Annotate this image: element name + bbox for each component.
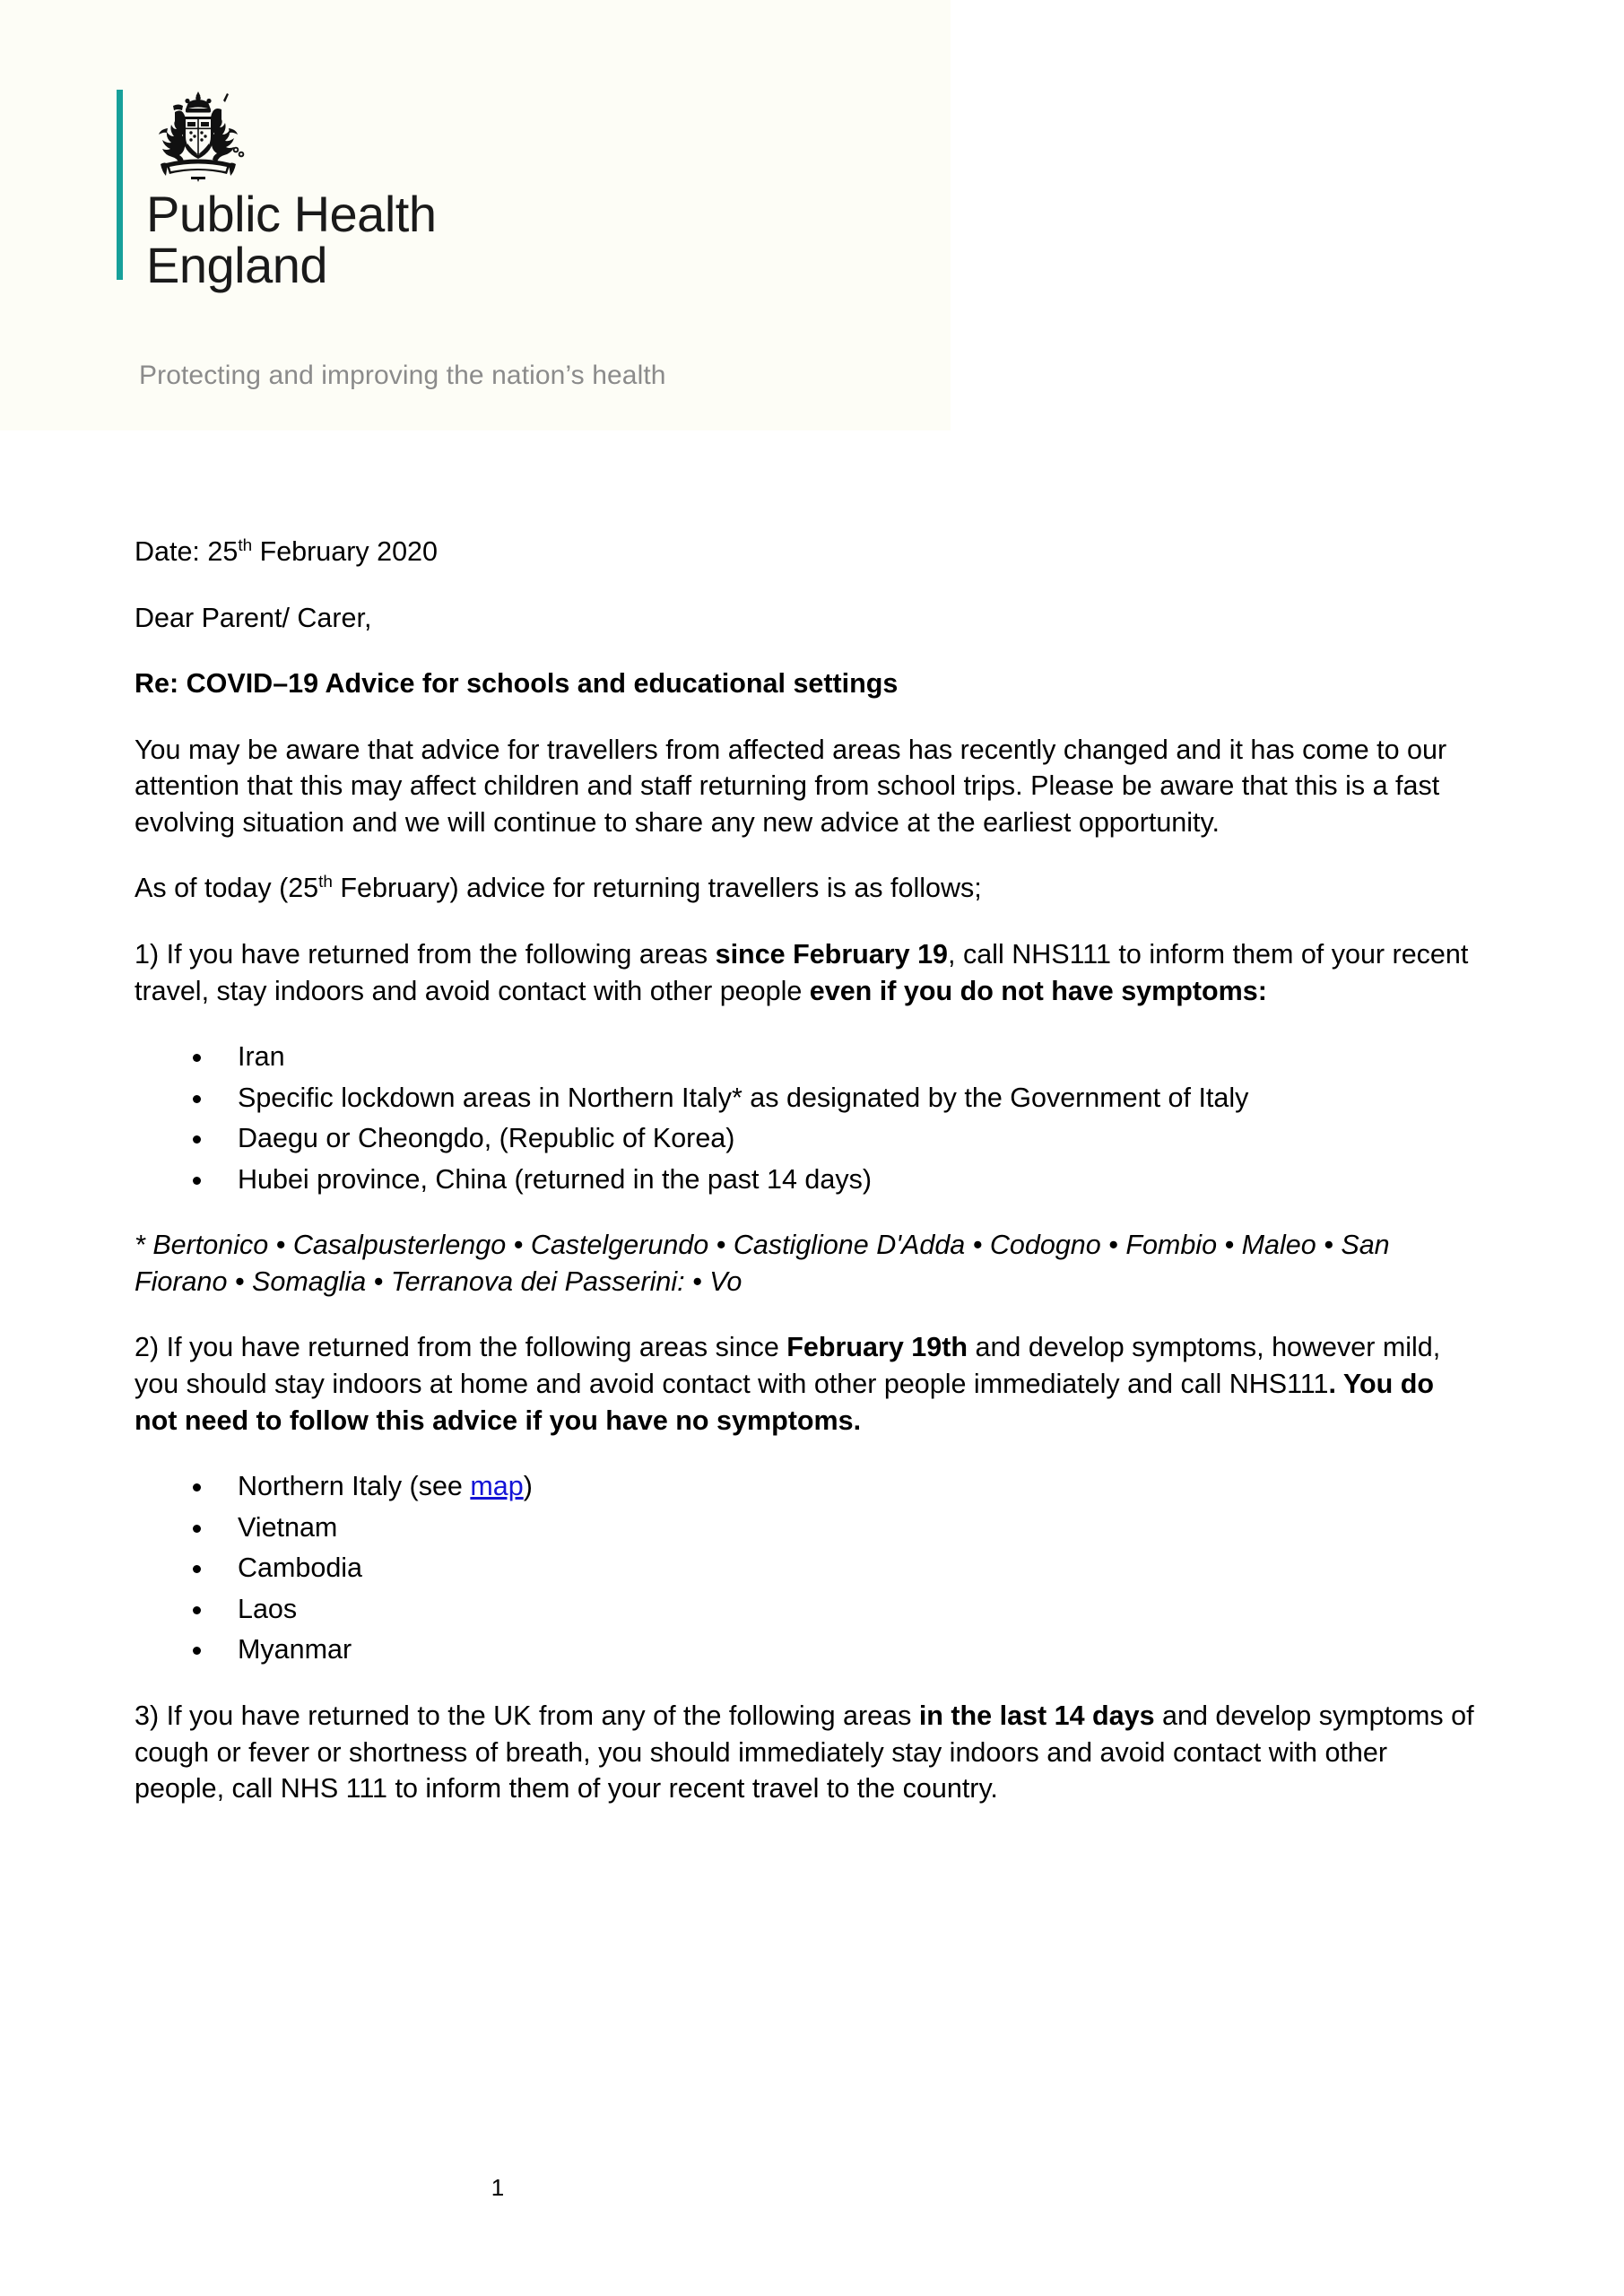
subject-line: Re: COVID–19 Advice for schools and educational settings: [135, 668, 899, 700]
section-2-bold-b: . You do not need to follow this advice if you have no symptoms.: [135, 1369, 1434, 1436]
as-of-prefix: As of today (25: [135, 873, 319, 904]
date-label: Date:: [135, 536, 200, 567]
organisation-name: [146, 186, 437, 294]
page-number: 1: [491, 2174, 505, 2201]
list-item: Laos: [135, 1591, 1475, 1628]
section-3-text-b: and develop symptoms of cough or fever or shortness of breath, you should immediately stay indoors and avoid contact with other people, call NHS 111 to inform them of your recent travel to the country.: [135, 1700, 1474, 1805]
brand-inner: [146, 90, 437, 294]
list-item: Specific lockdown areas in Northern Italy* as designated by the Government of Italy: [135, 1080, 1475, 1117]
as-of-suffix: February) advice for returning travellers is as follows;: [332, 873, 982, 904]
list-item: Iran: [135, 1039, 1475, 1075]
date-day: 25: [207, 536, 239, 567]
map-link[interactable]: map: [470, 1471, 524, 1502]
section-1-text-b: , call NHS111 to inform them of your recent travel, stay indoors and avoid contact with other people: [135, 938, 1469, 1006]
northern-italy-suffix: ): [523, 1471, 533, 1502]
section-2-text-b: and develop symptoms, however mild, you should stay indoors at home and avoid contact with other people immediately and call NHS111: [135, 1332, 1441, 1399]
northern-italy-prefix: Northern Italy (see: [238, 1471, 471, 1502]
royal-coat-of-arms-icon: [146, 90, 250, 183]
teal-accent-rule: [117, 90, 123, 280]
section-2-bold-a: February 19th: [786, 1332, 968, 1363]
date-rest: February 2020: [259, 536, 438, 567]
section-1-paragraph: [135, 936, 1475, 1009]
organisation-name-line2: England: [146, 237, 328, 294]
section-1-bold-b: even if you do not have symptoms:: [809, 975, 1267, 1006]
tagline: Protecting and improving the nation’s health: [139, 361, 666, 390]
list-item-northern-italy: [135, 1468, 1475, 1505]
section-3-bold-a: in the last 14 days: [918, 1700, 1155, 1731]
letter-body: [135, 534, 1475, 1837]
date-line: [135, 534, 1475, 570]
italic-footnote-towns: * Bertonico • Casalpusterlengo • Castelgerundo • Castiglione D'Adda • Codogno • Fombio • Maleo • San Fiorano • Somaglia • Terranova dei Passerini: • Vo: [135, 1230, 1390, 1297]
list-item: Cambodia: [135, 1550, 1475, 1587]
list-item: Vietnam: [135, 1509, 1475, 1546]
section-1-area-list: [135, 1039, 1475, 1197]
section-2-paragraph: [135, 1329, 1475, 1439]
as-of-ordinal: th: [318, 873, 333, 892]
brand-block: [117, 90, 437, 294]
list-item: Myanmar: [135, 1631, 1475, 1668]
date-ordinal: th: [238, 535, 253, 555]
as-of-today-line: [135, 870, 1475, 907]
section-1-bold-a: since February 19: [715, 938, 949, 970]
salutation: Dear Parent/ Carer,: [135, 602, 372, 633]
section-1-text-a: 1) If you have returned from the following areas: [135, 938, 716, 970]
list-item: Hubei province, China (returned in the past 14 days): [135, 1161, 1475, 1198]
organisation-name-line1: Public Health: [146, 186, 437, 242]
section-2-text-a: 2) If you have returned from the following areas since: [135, 1332, 787, 1363]
section-3-paragraph: [135, 1698, 1475, 1807]
list-item: Daegu or Cheongdo, (Republic of Korea): [135, 1120, 1475, 1157]
letterhead: [0, 0, 951, 430]
intro-paragraph: You may be aware that advice for travellers from affected areas has recently changed and it has come to our attention that this may affect children and staff returning from school trips. Please be aware that this is a fast evolving situation and we will continue to share any new advice at the earliest opportunity.: [135, 734, 1447, 838]
section-2-area-list: [135, 1468, 1475, 1668]
section-3-text-a: 3) If you have returned to the UK from any of the following areas: [135, 1700, 919, 1731]
